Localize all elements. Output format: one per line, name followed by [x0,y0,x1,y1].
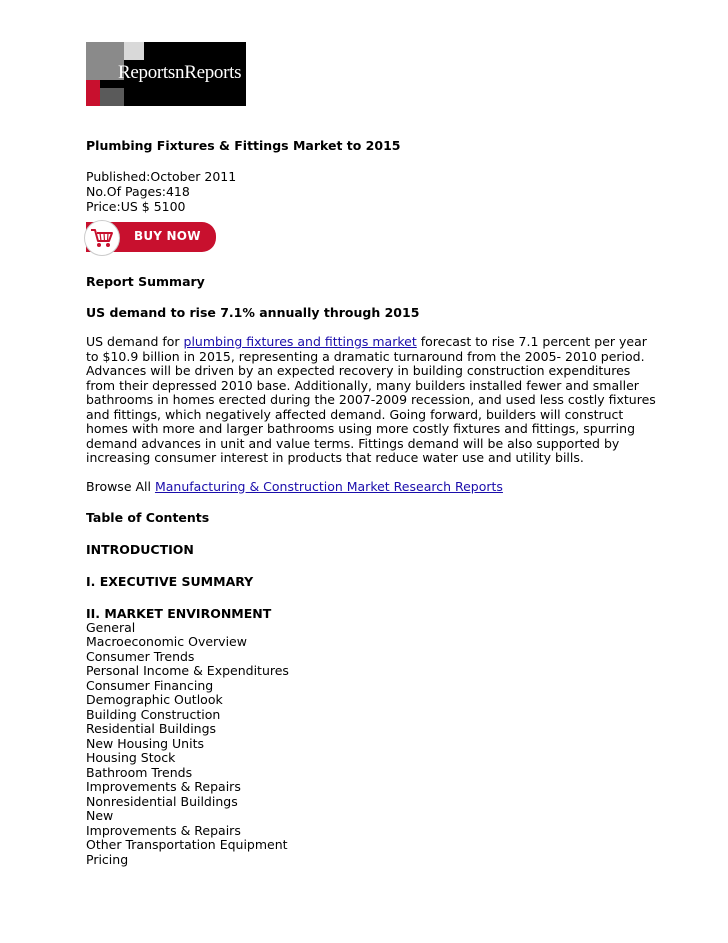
browse-line [86,479,656,494]
browse-prefix: Browse All [86,478,155,494]
toc-introduction: INTRODUCTION [86,541,194,557]
logo-dark-square [100,88,124,106]
toc-item: Improvements & Repairs [86,779,241,794]
para-text-start: US demand for [86,334,184,349]
toc-item: Residential Buildings [86,721,217,736]
shopping-cart-icon [84,220,120,256]
toc-executive-summary: I. EXECUTIVE SUMMARY [86,573,254,589]
document-page [86,42,656,867]
buy-now-label: BUY NOW [134,229,201,243]
toc-market-environment: II. MARKET ENVIRONMENT [86,605,272,621]
para-text-end: forecast to rise 7.1 percent per year to $10.9 billion in 2015, representing a dramatic turnaround from the 2005- 2010 period. Advances will be driven by an expected recovery in building construction expenditures from their depressed 2010 base. Additionally, many builders installed fewer and smaller bathrooms in homes erected during the 2007-2009 recession, and used less costly fixtures and fittings, which negatively affected demand. Going forward, builders will construct homes with more and larger bathrooms using more costly fixtures and fittings, spurring demand advances in unit and value terms. Fittings demand will be also supported by increasing consumer interest in products that reduce water use and utility bills. [86,334,656,465]
buy-now-button[interactable] [86,222,216,252]
toc-item: General [86,619,136,635]
toc-item: Nonresidential Buildings [86,793,238,809]
report-title: Plumbing Fixtures & Fittings Market to 2015 [86,138,401,153]
reportsnreports-logo [86,42,246,106]
toc-item: Consumer Trends [86,648,195,664]
plumbing-market-link[interactable]: plumbing fixtures and fittings market [183,334,417,349]
toc-item: New Housing Units [86,735,204,751]
logo-light-square [124,42,144,60]
page-count: No.Of Pages:418 [86,184,190,199]
toc-item: Personal Income & Expenditures [86,663,289,678]
toc-item: Building Construction [86,706,221,722]
toc-item: Improvements & Repairs [86,822,241,838]
toc-item: New [86,808,114,823]
toc-item: Demographic Outlook [86,692,223,707]
report-summary-heading: Report Summary [86,274,205,289]
published-date: Published:October 2011 [86,169,237,184]
price: Price:US $ 5100 [86,199,186,214]
toc-item: Bathroom Trends [86,764,193,780]
summary-subheading: US demand to rise 7.1% annually through 2015 [86,305,420,320]
report-meta [86,169,656,214]
toc-item: Consumer Financing [86,677,214,693]
toc-item: Pricing [86,851,129,867]
logo-red-square [86,80,100,106]
manufacturing-construction-link[interactable]: Manufacturing & Construction Market Research Reports [154,478,503,494]
toc-item: Macroeconomic Overview [86,634,247,649]
toc-list [86,621,656,868]
toc-item: Housing Stock [86,750,176,765]
toc-item: Other Transportation Equipment [86,837,288,852]
summary-paragraph [86,335,656,466]
toc-heading: Table of Contents [86,509,210,525]
logo-wordmark: ReportsnReports [118,62,242,83]
